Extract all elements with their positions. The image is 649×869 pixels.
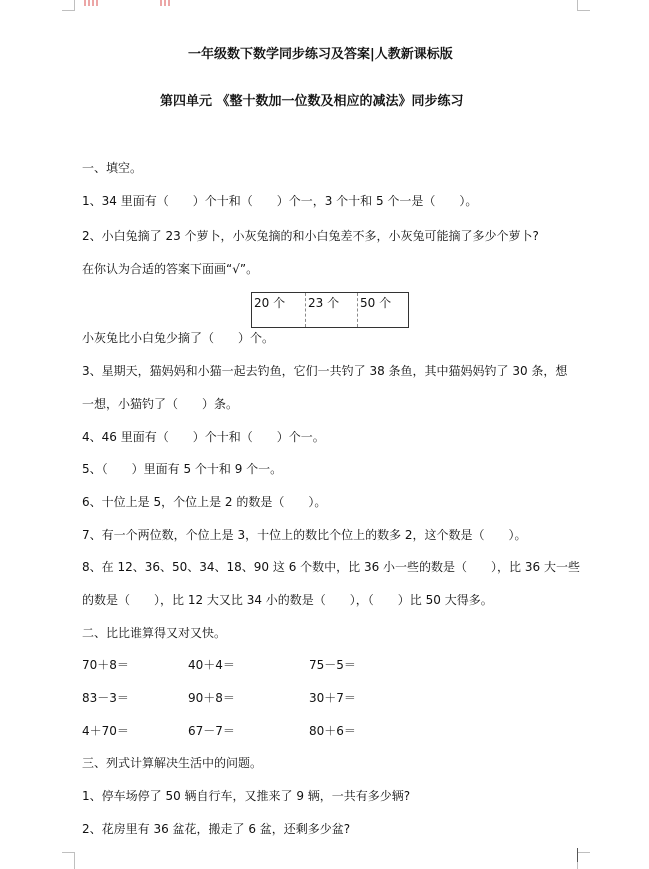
spellcheck-underline — [84, 0, 98, 6]
page-corner-mark — [62, 0, 75, 11]
section-heading-word-problems: 三、列式计算解决生活中的问题。 — [82, 756, 263, 770]
question-5: 5、（ ）里面有 5 个十和 9 个一。 — [82, 462, 283, 476]
question-2-line-1: 2、小白兔摘了 23 个萝卜，小灰兔摘的和小白兔差不多，小灰兔可能摘了多少个萝卜? — [82, 229, 539, 243]
calc-item: 70＋8＝ — [82, 658, 129, 672]
calc-item: 80＋6＝ — [309, 724, 356, 738]
question-8-line-2: 的数是（ ），比 12 大又比 34 小的数是（ ），（ ）比 50 大得多。 — [82, 593, 493, 607]
calc-item: 30＋7＝ — [309, 691, 356, 705]
question-3-line-2: 一想，小猫钓了（ ）条。 — [82, 397, 239, 411]
question-2-line-3: 小灰兔比小白兔少摘了（ ）个。 — [82, 331, 275, 345]
word-problem-2: 2、花房里有 36 盆花，搬走了 6 盆，还剩多少盆? — [82, 822, 351, 836]
calc-item: 67－7＝ — [188, 724, 235, 738]
calc-item: 90＋8＝ — [188, 691, 235, 705]
page-corner-mark — [577, 852, 590, 869]
question-8-line-1: 8、在 12、36、50、34、18、90 这 6 个数中，比 36 小一些的数是（ ），比 36 大一些 — [82, 560, 580, 574]
choice-cell[interactable]: 50 个 — [360, 296, 392, 310]
calc-item: 4＋70＝ — [82, 724, 129, 738]
choice-cell[interactable]: 20 个 — [252, 293, 306, 327]
question-1: 1、34 里面有（ ）个十和（ ）个一，3 个十和 5 个一是（ ）。 — [82, 194, 478, 208]
question-2-line-2: 在你认为合适的答案下面画“√”。 — [82, 262, 259, 276]
text-cursor — [577, 848, 578, 862]
page-corner-mark — [62, 852, 75, 869]
calc-item: 75－5＝ — [309, 658, 356, 672]
question-4: 4、46 里面有（ ）个十和（ ）个一。 — [82, 430, 325, 444]
spellcheck-underline — [160, 0, 172, 6]
document-title: 一年级数下数学同步练习及答案|人教新课标版 — [188, 47, 453, 62]
word-problem-1: 1、停车场停了 50 辆自行车，又推来了 9 辆，一共有多少辆? — [82, 789, 411, 803]
document-subtitle: 第四单元 《整十数加一位数及相应的减法》同步练习 — [160, 94, 464, 109]
section-heading-calc: 二、比比谁算得又对又快。 — [82, 626, 227, 640]
page-corner-mark — [577, 0, 590, 11]
answer-choice-table — [251, 292, 409, 328]
question-6: 6、十位上是 5，个位上是 2 的数是（ ）。 — [82, 495, 327, 509]
section-heading-fill-blank: 一、填空。 — [82, 161, 143, 175]
calc-item: 40＋4＝ — [188, 658, 235, 672]
calc-item: 83－3＝ — [82, 691, 129, 705]
question-3-line-1: 3、星期天，猫妈妈和小猫一起去钓鱼，它们一共钓了 38 条鱼，其中猫妈妈钓了 30 条，想 — [82, 364, 568, 378]
choice-cell[interactable]: 23 个 — [306, 293, 358, 327]
question-7: 7、有一个两位数，个位上是 3，十位上的数比个位上的数多 2，这个数是（ ）。 — [82, 528, 527, 542]
